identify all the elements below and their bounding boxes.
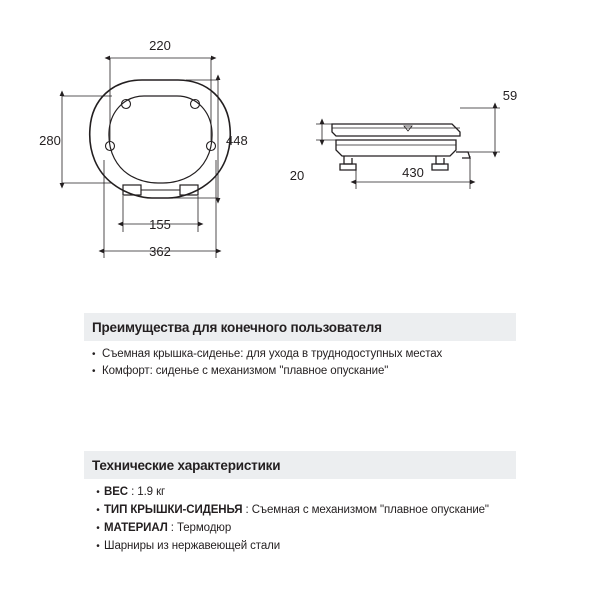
bullet-icon: • [96,523,100,534]
dim-label-448: 448 [226,133,248,148]
section-benefits [84,313,516,381]
spec-value: Съемная с механизмом "плавное опускание" [251,504,489,516]
bullet-icon: • [92,349,96,360]
dim-280 [62,96,112,183]
spec-separator: : [242,504,252,516]
technical-drawing [0,0,600,290]
seat-hinges [123,185,198,195]
bullet-icon: • [96,487,100,498]
dim-20 [316,124,336,140]
benefit-text: Съемная крышка-сиденье: для ухода в труднодоступных местах [102,348,443,360]
dim-label-362: 362 [149,244,171,259]
dim-label-59: 59 [502,88,518,103]
spec-row [104,539,506,554]
list-item [92,364,506,379]
spec-separator: : [167,522,177,534]
list-item [92,539,506,554]
benefits-title: Преимущества для конечного пользователя [92,319,382,335]
dim-label-155: 155 [149,217,171,232]
seat-bumpers [106,100,216,151]
benefits-header [84,313,516,341]
list-item [92,347,506,362]
benefits-body [84,341,516,379]
dim-label-430: 430 [402,165,424,180]
spec-row [104,485,506,500]
spec-row [104,521,506,536]
spec-separator: : [127,486,138,498]
bullet-icon: • [92,366,96,377]
spec-label: ВЕС [104,486,128,498]
bullet-icon: • [96,505,100,516]
spec-label: ТИП КРЫШКИ-СИДЕНЬЯ [104,504,243,516]
section-specs [84,451,516,557]
dim-label-280: 280 [39,133,61,148]
seat-top-view [90,80,231,198]
specs-title: Технические характеристики [92,457,281,473]
specs-header [84,451,516,479]
spec-value: Шарниры из нержавеющей стали [104,540,281,552]
dim-59 [460,108,500,152]
dim-label-220: 220 [149,38,171,53]
specs-body [84,479,516,554]
spec-label: МАТЕРИАЛ [104,522,168,534]
benefit-text: Комфорт: сиденье с механизмом "плавное опускание" [102,365,389,377]
spec-value: Термодюр [176,522,232,534]
seat-side-view [332,124,470,170]
drawing-svg [0,0,600,290]
spec-row [104,503,506,518]
dim-label-20: 20 [289,168,305,183]
bullet-icon: • [96,541,100,552]
list-item [92,503,506,518]
list-item [92,521,506,536]
list-item [92,485,506,500]
spec-value: 1.9 кг [137,486,166,498]
